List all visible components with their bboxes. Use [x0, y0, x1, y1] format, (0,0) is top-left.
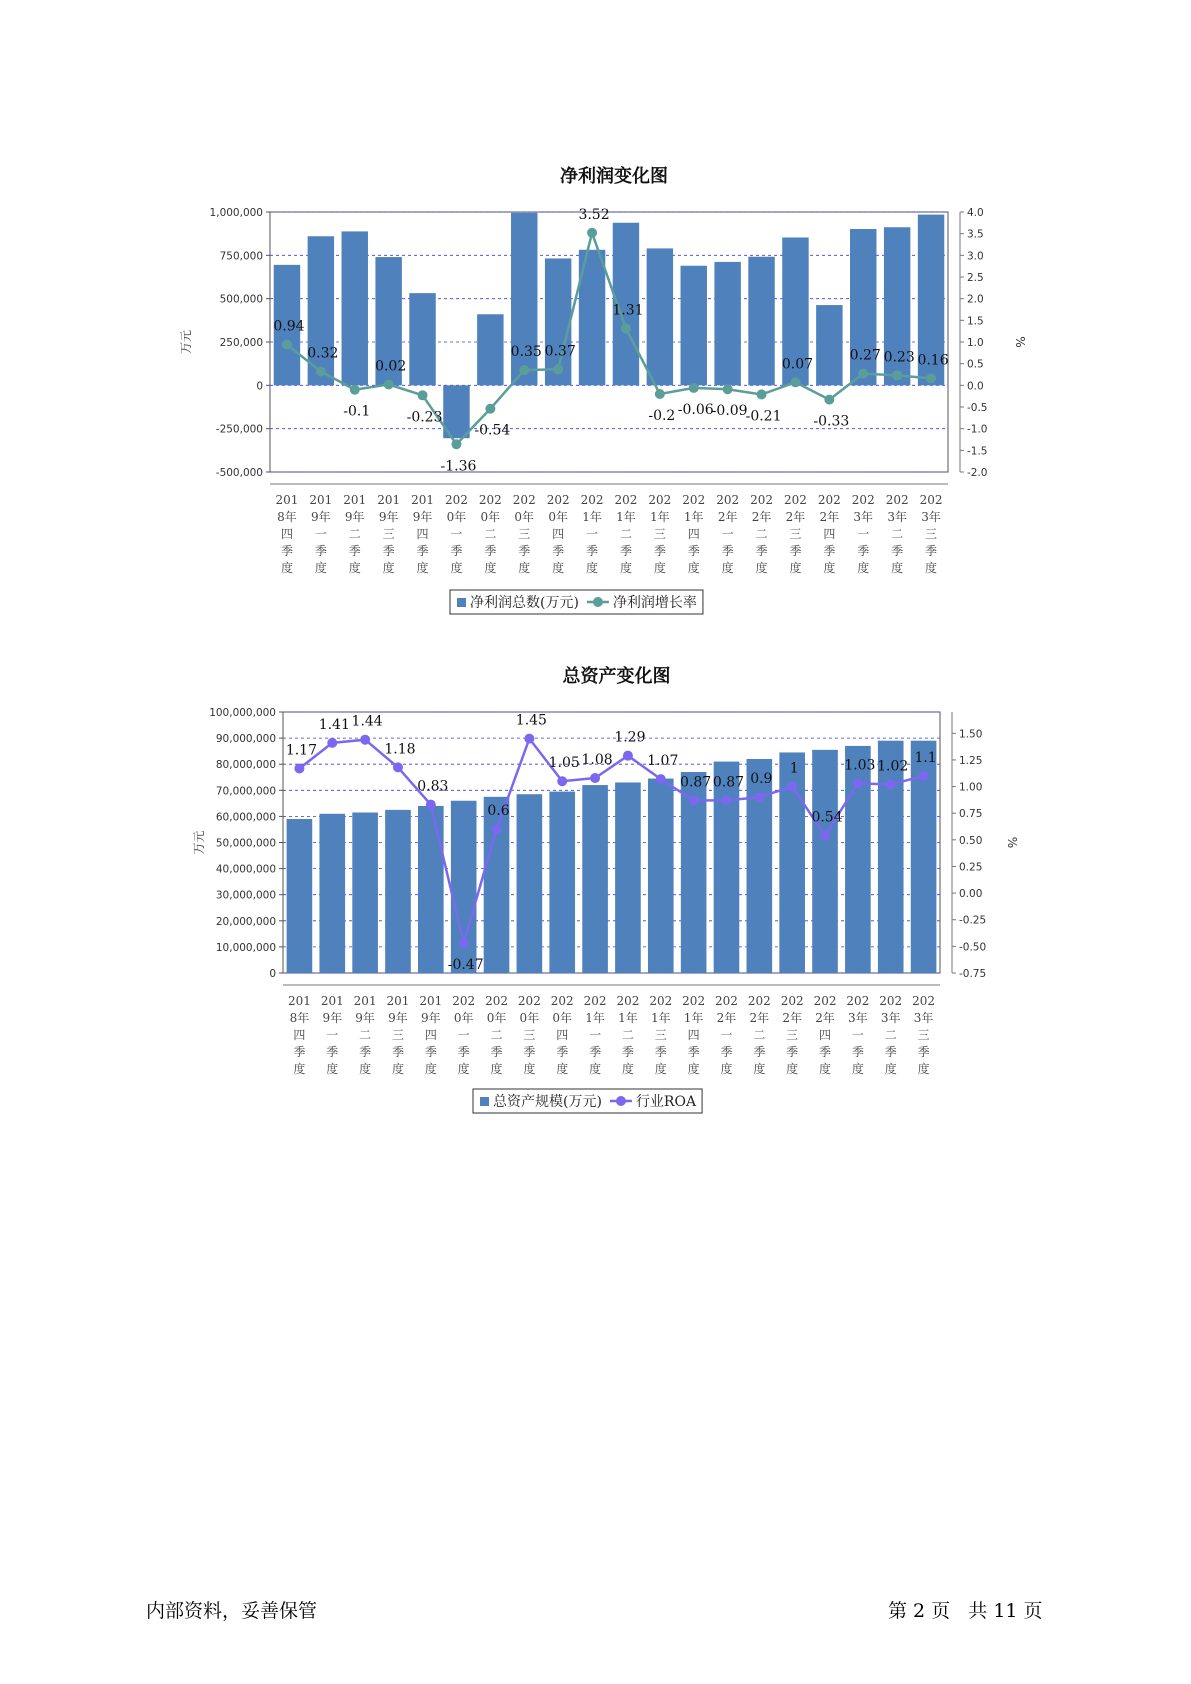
x-tick-label: 202 0年四季度	[546, 493, 570, 575]
footer-confidential-note: 内部资料，妥善保管	[146, 1600, 318, 1622]
legend-bar-swatch	[480, 1097, 489, 1106]
y-tick-label: 100,000,000	[209, 707, 276, 719]
data-label: -0.54	[474, 422, 511, 439]
line-point	[384, 379, 394, 389]
line-point	[824, 395, 834, 405]
x-tick-label: 202 0年三季度	[512, 493, 536, 575]
data-label: 1.18	[384, 741, 416, 758]
data-label: 0.27	[849, 347, 881, 364]
x-tick-label: 202 2年三季度	[780, 994, 804, 1076]
data-label: 0.6	[487, 803, 510, 820]
legend-line-marker	[593, 597, 603, 607]
y-tick-label: 20,000,000	[215, 915, 276, 928]
line-point	[723, 384, 733, 394]
x-tick-label: 202 0年一季度	[452, 994, 476, 1076]
line-point	[820, 831, 830, 841]
y2-tick-label: 1.5	[967, 315, 984, 328]
x-tick-label: 202 3年三季度	[912, 994, 936, 1076]
y2-tick-label: 0.75	[959, 808, 983, 821]
data-label: 1.02	[877, 758, 909, 775]
bar	[582, 785, 608, 973]
y-tick-label: 750,000	[219, 250, 263, 263]
line-point	[721, 795, 731, 805]
x-tick-label: 201 9年三季度	[377, 493, 401, 575]
legend-bar-label: 净利润总数(万元)	[470, 595, 579, 611]
y2-tick-label: 4.0	[967, 207, 984, 219]
line-point	[926, 373, 936, 383]
y2-tick-label: 0.00	[959, 888, 983, 901]
line-point	[919, 771, 929, 781]
data-label: -0.06	[677, 401, 714, 418]
y2-tick-label: 2.5	[967, 272, 984, 284]
y2-tick-label: 0.50	[959, 834, 983, 847]
legend-bar-swatch	[457, 598, 466, 607]
y-tick-label: 50,000,000	[215, 837, 276, 850]
line-point	[892, 370, 902, 380]
y-tick-label: 80,000,000	[215, 759, 276, 772]
bar	[647, 248, 673, 385]
y-tick-label: 250,000	[219, 337, 263, 349]
data-label: 1.03	[844, 757, 876, 774]
line-point	[858, 369, 868, 379]
x-tick-label: 202 2年一季度	[715, 994, 738, 1076]
x-tick-label: 202 2年一季度	[716, 493, 740, 575]
bar	[812, 750, 838, 973]
y-tick-label: 60,000,000	[215, 811, 276, 824]
total-assets-chart	[0, 660, 1191, 1120]
line-point	[327, 738, 337, 748]
line-point	[590, 773, 600, 783]
data-label: -0.09	[711, 403, 748, 420]
line-point	[757, 389, 767, 399]
bar	[352, 812, 378, 973]
data-label: 0.16	[917, 352, 949, 369]
y2-tick-label: -0.5	[967, 402, 988, 414]
line-point	[524, 734, 534, 744]
data-label: -1.36	[440, 458, 477, 475]
y2-tick-label: 3.5	[967, 228, 984, 241]
data-label: 1.31	[612, 302, 644, 319]
y2-tick-label: -0.75	[959, 968, 987, 980]
x-tick-label: 202 2年二季度	[750, 493, 774, 575]
y-tick-label: -500,000	[215, 467, 263, 479]
y-tick-label: 30,000,000	[215, 889, 276, 902]
x-tick-label: 201 9年一季度	[309, 493, 333, 575]
x-tick-label: 202 2年四季度	[813, 994, 837, 1076]
bar	[714, 262, 740, 385]
x-tick-label: 202 1年二季度	[616, 994, 640, 1076]
x-tick-label: 201 9年二季度	[353, 994, 377, 1076]
x-tick-label: 201 9年四季度	[411, 493, 435, 575]
legend-bar-label: 总资产规模(万元)	[493, 1094, 602, 1110]
data-label: 0.02	[375, 358, 407, 375]
x-tick-label: 202 0年一季度	[444, 493, 468, 575]
data-label: 1.1	[914, 749, 937, 766]
line-point	[451, 439, 461, 449]
y2-tick-label: 1.50	[959, 728, 983, 741]
bar	[549, 792, 575, 973]
bar	[477, 314, 503, 385]
data-label: 0.87	[680, 774, 712, 791]
data-label: 0.83	[417, 778, 449, 795]
bar	[319, 814, 345, 973]
x-tick-label: 201 9年二季度	[343, 493, 367, 575]
line-point	[485, 404, 495, 414]
line-point	[426, 800, 436, 810]
x-tick-label: 202 3年一季度	[846, 994, 870, 1076]
y-tick-label: 70,000,000	[215, 785, 276, 798]
x-tick-label: 202 0年二季度	[478, 493, 502, 575]
line-point	[557, 776, 567, 786]
bar	[342, 231, 368, 385]
y2-tick-label: -1.5	[967, 445, 988, 458]
bar	[816, 305, 842, 385]
data-label: 0.35	[510, 344, 542, 361]
data-label: 0.07	[781, 356, 814, 373]
y2-tick-label: 2.0	[967, 293, 984, 306]
data-label: 1.44	[351, 713, 383, 730]
line-point	[350, 385, 360, 395]
y2-tick-label: -1.0	[967, 423, 988, 436]
net-profit-chart	[0, 160, 1191, 620]
y-tick-label: -250,000	[215, 423, 263, 436]
y2-axis-title: %	[1013, 336, 1027, 348]
y-tick-label: 0	[256, 380, 263, 393]
bar	[409, 293, 435, 385]
x-tick-label: 202 1年一季度	[583, 994, 607, 1076]
y-tick-label: 1,000,000	[209, 207, 263, 219]
x-tick-label: 202 0年四季度	[550, 994, 574, 1076]
y2-tick-label: 0.25	[959, 861, 983, 874]
bar	[385, 810, 411, 973]
line-point	[459, 938, 469, 948]
bar	[648, 779, 674, 973]
data-label: 1.07	[647, 753, 679, 770]
y2-tick-label: 1.0	[967, 337, 984, 349]
bar	[748, 257, 774, 386]
line-point	[853, 778, 863, 788]
line-point	[621, 324, 631, 334]
data-label: 1.08	[581, 752, 613, 769]
data-label: 1.05	[548, 755, 580, 772]
line-point	[282, 340, 292, 350]
line-point	[418, 390, 428, 400]
x-tick-label: 202 1年一季度	[580, 493, 604, 575]
y-tick-label: 40,000,000	[215, 863, 276, 876]
bar	[484, 797, 510, 973]
x-tick-label: 202 1年三季度	[648, 493, 672, 575]
x-tick-label: 202 0年二季度	[485, 994, 508, 1076]
x-tick-label: 202 1年二季度	[614, 493, 638, 575]
bar	[878, 741, 904, 973]
x-tick-label: 202 3年三季度	[919, 493, 943, 575]
data-label: -0.1	[343, 403, 371, 420]
y-axis-title: 万元	[179, 329, 193, 355]
x-tick-label: 201 9年一季度	[320, 994, 344, 1076]
y-tick-label: 90,000,000	[215, 733, 276, 746]
data-label: 1	[789, 760, 799, 777]
line-point	[787, 782, 797, 792]
x-tick-label: 201 8年四季度	[275, 493, 299, 575]
legend-line-marker	[616, 1096, 626, 1106]
line-point	[519, 365, 529, 375]
line-point	[492, 824, 502, 834]
line-point	[655, 389, 665, 399]
line-point	[553, 364, 563, 374]
y2-tick-label: -0.50	[959, 941, 987, 954]
y2-tick-label: 3.0	[967, 250, 984, 263]
data-label: 0.37	[544, 343, 576, 360]
y-tick-label: 500,000	[219, 293, 263, 306]
chart-title: 总资产变化图	[562, 666, 671, 687]
bar	[747, 759, 773, 973]
bar	[714, 762, 740, 973]
line-point	[689, 795, 699, 805]
x-tick-label: 201 8年四季度	[287, 994, 311, 1076]
x-tick-label: 202 1年三季度	[649, 994, 673, 1076]
bar	[615, 782, 641, 973]
bar	[517, 794, 543, 973]
data-label: -0.47	[447, 957, 484, 974]
y2-axis-title: %	[1005, 836, 1019, 849]
data-label: -0.23	[406, 409, 443, 426]
data-label: 0.9	[750, 771, 773, 788]
legend-line-label: 行业ROA	[635, 1094, 697, 1110]
y2-tick-label: 1.25	[959, 754, 983, 767]
data-label: 0.32	[307, 345, 339, 362]
y2-tick-label: -0.25	[959, 914, 987, 927]
data-label: 3.52	[578, 206, 610, 223]
y-axis-title: 万元	[192, 830, 206, 855]
data-label: 0.54	[811, 809, 843, 826]
x-tick-label: 201 9年三季度	[386, 994, 410, 1076]
x-tick-label: 202 1年四季度	[682, 493, 706, 575]
x-tick-label: 202 0年三季度	[517, 994, 541, 1076]
data-label: 1.41	[318, 716, 350, 733]
data-label: -0.21	[745, 408, 782, 425]
line-point	[360, 735, 370, 745]
y-tick-label: 10,000,000	[215, 941, 276, 954]
bar	[287, 819, 313, 973]
y2-tick-label: 1.00	[959, 781, 983, 794]
line-point	[587, 228, 597, 238]
data-label: -0.2	[648, 408, 676, 424]
footer-page-number: 第 2 页 共 11 页	[888, 1600, 1043, 1622]
x-tick-label: 202 3年一季度	[851, 493, 875, 575]
line-point	[790, 377, 800, 387]
x-tick-label: 202 2年三季度	[783, 493, 807, 575]
x-tick-label: 201 9年四季度	[419, 994, 443, 1076]
x-tick-label: 202 2年四季度	[817, 493, 841, 575]
x-tick-label: 202 2年二季度	[747, 994, 771, 1076]
data-label: 0.87	[712, 774, 745, 791]
data-label: 0.23	[883, 349, 915, 366]
y2-tick-label: -2.0	[967, 467, 988, 479]
line-point	[623, 751, 633, 761]
data-label: -0.33	[813, 413, 850, 430]
x-tick-label: 202 1年四季度	[682, 994, 706, 1076]
y2-tick-label: 0.0	[967, 380, 984, 393]
chart-title: 净利润变化图	[560, 166, 668, 187]
data-label: 0.94	[273, 318, 305, 335]
line-point	[294, 763, 304, 773]
line-point	[393, 762, 403, 772]
legend-line-label: 净利润增长率	[612, 595, 697, 611]
y-tick-label: 0	[269, 968, 276, 980]
bar	[681, 266, 707, 386]
data-label: 1.17	[285, 742, 318, 759]
x-tick-label: 202 3年二季度	[879, 994, 903, 1076]
line-point	[886, 779, 896, 789]
line-point	[656, 774, 666, 784]
bar	[418, 806, 444, 973]
data-label: 1.29	[614, 729, 646, 746]
y2-tick-label: 0.5	[967, 358, 984, 371]
line-point	[689, 383, 699, 393]
x-tick-label: 202 3年二季度	[885, 493, 909, 575]
data-label: 1.45	[515, 712, 547, 729]
line-point	[316, 366, 326, 376]
line-point	[754, 792, 764, 802]
